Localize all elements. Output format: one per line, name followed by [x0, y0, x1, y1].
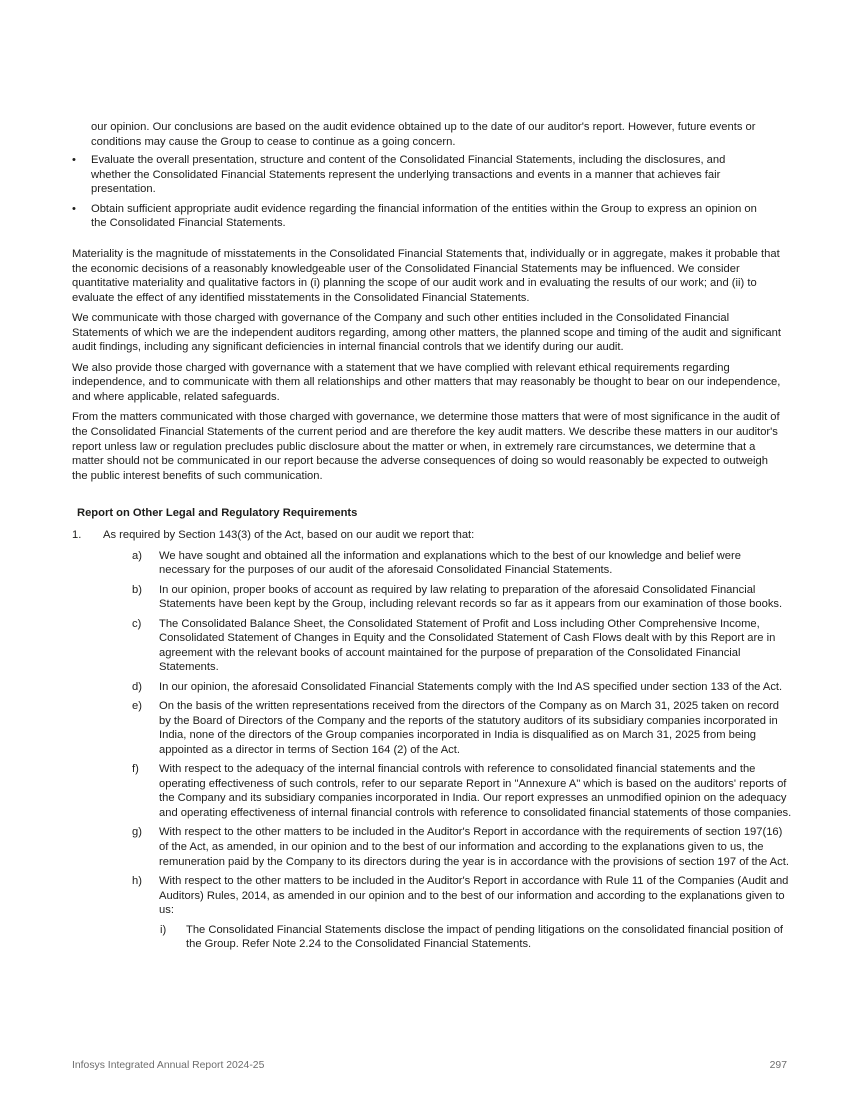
- numbered-item-text: As required by Section 143(3) of the Act, based on our audit we report that:: [103, 529, 475, 541]
- sub-item: [103, 549, 792, 578]
- sub-item-label: a): [132, 549, 142, 562]
- sub-item-label: e): [132, 700, 142, 713]
- roman-sub-item-text: The Consolidated Financial Statements disclose the impact of pending litigations on the consolidated financial position of the Group. Refer Note 2.24 to the Consolidated Financial Statements.: [186, 923, 784, 951]
- sub-item: [103, 762, 792, 820]
- sub-item-list: [103, 549, 792, 952]
- bullet-list: [72, 153, 763, 236]
- sub-item-label: d): [132, 680, 142, 693]
- sub-item-text: With respect to the adequacy of the internal financial controls with reference to consolidated financial statements and the operating effectiveness of such controls, refer to our separate Report in "Annexure A" which is based on the auditors' reports of the Company and its subsidiary companies incorporated in India. Our report expresses an unmodified opinion on the adequacy and operating effectiveness of internal financial controls with reference to consolidated financial statements of those companies.: [159, 763, 792, 820]
- sub-item-label: f): [132, 763, 139, 776]
- sub-item-text: In our opinion, proper books of account as required by law relating to preparation of the aforesaid Consolidated Financial Statements have been kept by the Group, including relevant records so far as it appears from our examination of those books.: [159, 583, 783, 611]
- paragraph-independence: We also provide those charged with governance with a statement that we have complied with relevant ethical requirements regarding independence, and to communicate with them all relationships and other matters that may reasonably be thought to bear on our independence, and where applicable, related safeguards.: [72, 361, 781, 403]
- sub-item-text: In our opinion, the aforesaid Consolidated Financial Statements comply with the Ind AS specified under section 133 of the Act.: [159, 680, 783, 693]
- sub-item: [103, 583, 792, 612]
- body-paragraphs: [72, 247, 786, 489]
- numbered-list: [72, 528, 792, 957]
- numbered-item-label: 1.: [72, 529, 82, 541]
- bullet-marker: •: [72, 202, 76, 215]
- paragraph-governance: We communicate with those charged with governance of the Company and such other entities included in the Consolidated Financial Statements of which we are the independent auditors regarding, among other matters, the planned scope and timing of the audit and significant audit findings, including any significant deficiencies in internal financial controls that we identify during our audit.: [72, 312, 781, 354]
- sub-item: [103, 617, 792, 675]
- sub-item-text: We have sought and obtained all the information and explanations which to the best of our knowledge and belief were necessary for the purposes of our audit of the aforesaid Consolidated Financial Statements.: [159, 549, 741, 577]
- paragraph-materiality: Materiality is the magnitude of misstatements in the Consolidated Financial Statements that, individually or in aggregate, makes it probable that the economic decisions of a reasonably knowledgeable user of the Consolidated Financial Statements may be influenced. We consider quantitative materiality and qualitative factors in (i) planning the scope of our audit work and in evaluating the results of our work; and (ii) to evaluate the effect of any identified misstatements in the Consolidated Financial Statements.: [72, 248, 780, 304]
- sub-item: [103, 680, 792, 695]
- sub-item-label: g): [132, 826, 142, 839]
- sub-item-label: b): [132, 583, 142, 596]
- roman-sub-list: [159, 923, 792, 952]
- sub-item-text: With respect to the other matters to be included in the Auditor's Report in accordance with Rule 11 of the Companies (Audit and Auditors) Rules, 2014, as amended in our opinion and to the best of our information and according to the explanations given to us:: [159, 875, 789, 917]
- sub-item: [103, 699, 792, 757]
- roman-sub-item: [159, 923, 792, 952]
- bullet-text: Obtain sufficient appropriate audit evidence regarding the financial information of the entities within the Group to express an opinion on the Consolidated Financial Statements.: [91, 202, 757, 230]
- bullet-item: [72, 153, 763, 197]
- sub-item-label: h): [132, 875, 142, 888]
- bullet-item: [72, 202, 763, 231]
- sub-item-text: With respect to the other matters to be included in the Auditor's Report in accordance with the requirements of section 197(16) of the Act, as amended, in our opinion and to the best of our information and according to the explanations given to us, the remuneration paid by the Company to its directors during the year is in accordance with the provisions of section 197 of the Act.: [159, 826, 789, 868]
- sub-item: [103, 874, 792, 952]
- sub-item-text: On the basis of the written representations received from the directors of the Company as on March 31, 2025 taken on record by the Board of Directors of the Company and the reports of the statutory auditors of its subsidiary companies incorporated in India, none of the directors of the Group companies incorporated in India is disqualified as on March 31, 2025 from being appointed as a director in terms of Section 164 (2) of the Act.: [159, 700, 779, 756]
- section-heading: Report on Other Legal and Regulatory Requirements: [77, 507, 358, 519]
- numbered-item: [72, 528, 792, 952]
- footer-page-number: 297: [769, 1060, 787, 1071]
- sub-item-label: c): [132, 617, 142, 630]
- bullet-marker: •: [72, 154, 76, 166]
- continuation-text: our opinion. Our conclusions are based on the audit evidence obtained up to the date of our auditor's report. However, future events or conditions may cause the Group to cease to continue as a going concern.: [91, 121, 756, 148]
- sub-item: [103, 825, 792, 869]
- roman-sub-item-label: i): [160, 923, 167, 936]
- paragraph-key-audit-matters: From the matters communicated with those charged with governance, we determine those matters that were of most significance in the audit of the Consolidated Financial Statements of the current period and are therefore the key audit matters. We describe these matters in our auditor's report unless law or regulation precludes public disclosure about the matter or when, in extremely rare circumstances, we determine that a matter should not be communicated in our report because the adverse consequences of doing so would reasonably be expected to outweigh the public interest benefits of such communication.: [72, 411, 780, 482]
- bullet-text: Evaluate the overall presentation, structure and content of the Consolidated Financial Statements, including the disclosures, and whether the Consolidated Financial Statements represent the underlying transactions and events in a manner that achieves fair presentation.: [91, 154, 726, 196]
- footer-report-title: Infosys Integrated Annual Report 2024-25: [72, 1060, 265, 1071]
- sub-item-text: The Consolidated Balance Sheet, the Consolidated Statement of Profit and Loss including Other Comprehensive Income, Consolidated Statement of Changes in Equity and the Consolidated Statement of Cash Flows dealt with by this Report are in agreement with the relevant books of account maintained for the purpose of preparation of the Consolidated Financial Statements.: [159, 617, 776, 674]
